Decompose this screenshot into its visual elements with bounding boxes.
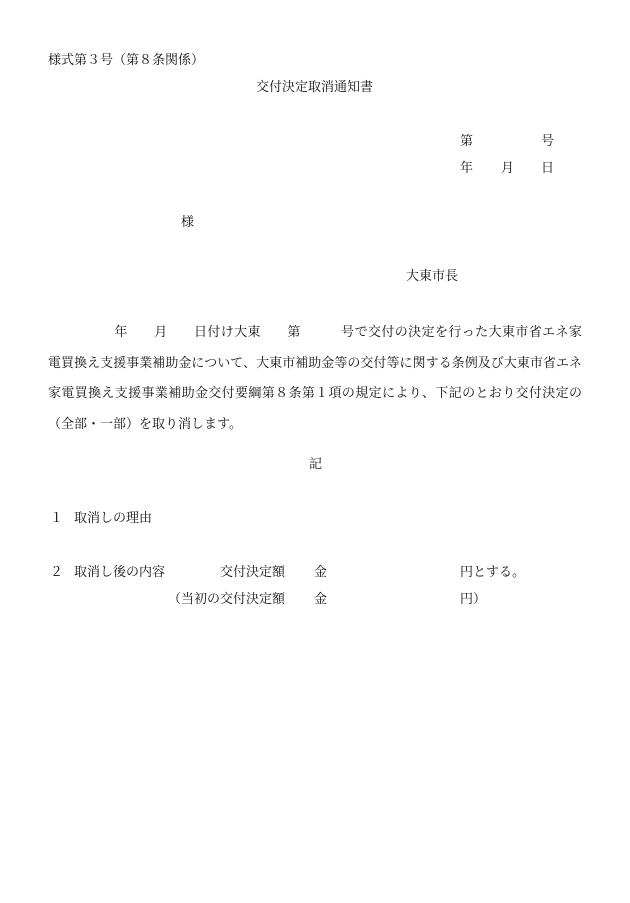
item-2-number: ２ (50, 565, 64, 580)
after-amount-label: 交付決定額 (220, 565, 286, 580)
ki-heading: 記 (309, 457, 323, 472)
sender-name: 大東市長 (406, 269, 459, 284)
item-2-label: 取消し後の内容 (74, 565, 166, 580)
body-month: 月 (153, 325, 168, 340)
date-month: 月 (501, 161, 515, 176)
document-title: 交付決定取消通知書 (256, 80, 374, 95)
item-1-label: 取消しの理由 (74, 511, 153, 526)
original-amount-kin: 金 (314, 592, 328, 607)
body-dated: 日付け大東 (193, 325, 261, 340)
item-1-number: １ (50, 511, 64, 526)
original-amount-unit: 円） (460, 592, 487, 607)
doc-number-prefix: 第 (460, 134, 474, 149)
after-amount-unit: 円とする。 (460, 565, 526, 580)
date-year: 年 (460, 161, 474, 176)
body-number-prefix: 第 (286, 325, 301, 340)
original-amount-label: （当初の交付決定額 (168, 592, 286, 607)
body-text: 号で交付の決定を行った大東市省エネ家電買換え支援事業補助金について、大東市補助金等の交付等に関する条例及び大東市省エネ家電買換え支援事業補助金交付要綱第８条第１項の規定により、下記のとおり交付決定の（全部・一部）を取り消します。 (48, 325, 582, 432)
body-year: 年 (114, 325, 128, 340)
after-amount-kin: 金 (314, 565, 328, 580)
doc-number-suffix: 号 (541, 134, 555, 149)
addressee-honorific: 様 (181, 215, 195, 230)
date-day: 日 (541, 161, 555, 176)
body-paragraph (48, 318, 582, 440)
form-label: 様式第３号（第８条関係） (48, 53, 205, 68)
